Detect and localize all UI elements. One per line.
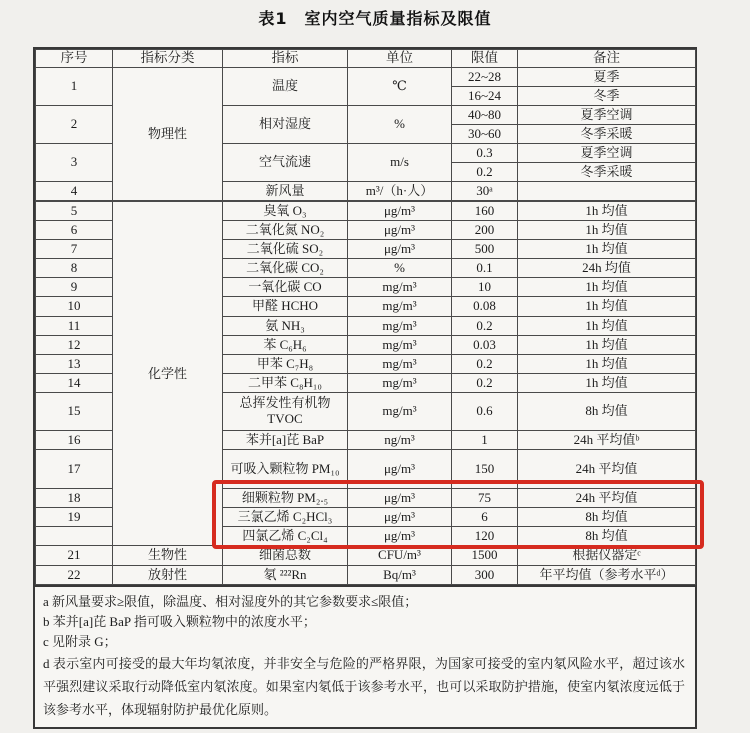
cell-note: 8h 均值: [518, 392, 696, 430]
cell-unit: mg/m³: [348, 335, 452, 354]
cell-category-radioactive: 放射性: [113, 565, 223, 584]
cell-unit: μg/m³: [348, 449, 452, 488]
cell-no: 10: [36, 296, 113, 316]
cell-note: 1h 均值: [518, 220, 696, 239]
cell-indicator: 一氧化碳 CO: [223, 277, 348, 296]
cell-no: 5: [36, 201, 113, 220]
cell-note: 1h 均值: [518, 201, 696, 220]
cell-note: 1h 均值: [518, 354, 696, 373]
header-unit: 单位: [348, 50, 452, 68]
cell-no: 3: [36, 143, 113, 181]
cell-note: 1h 均值: [518, 296, 696, 316]
cell-limit: 0.2: [452, 316, 518, 335]
header-limit: 限值: [452, 50, 518, 68]
cell-limit: 120: [452, 526, 518, 545]
cell-indicator: 二氧化硫 SO₂: [223, 239, 348, 258]
cell-note: 1h 均值: [518, 373, 696, 392]
header-no: 序号: [36, 50, 113, 68]
cell-category-physical: 物理性: [113, 67, 223, 201]
cell-note: 24h 平均值ᵇ: [518, 430, 696, 449]
cell-limit: 0.03: [452, 335, 518, 354]
document-frame: [33, 47, 697, 729]
cell-limit: 0.2: [452, 354, 518, 373]
cell-indicator: 细颗粒物 PM₂.₅: [223, 488, 348, 507]
cell-note: 夏季空调: [518, 105, 696, 124]
cell-note: 24h 平均值: [518, 488, 696, 507]
cell-unit: μg/m³: [348, 488, 452, 507]
cell-no: 13: [36, 354, 113, 373]
cell-unit: m³/（h·人）: [348, 181, 452, 201]
cell-unit: ℃: [348, 67, 452, 105]
footnotes: [35, 585, 695, 727]
cell-note: 夏季空调: [518, 143, 696, 162]
cell-unit: μg/m³: [348, 220, 452, 239]
cell-no: [36, 526, 113, 545]
table-row: [36, 67, 696, 86]
cell-limit: 40~80: [452, 105, 518, 124]
footnote-b: b 苯并[a]芘 BaP 指可吸入颗粒物中的浓度水平；: [43, 613, 316, 629]
cell-no: 19: [36, 507, 113, 526]
cell-note: [518, 181, 696, 201]
cell-limit: 160: [452, 201, 518, 220]
cell-limit: 150: [452, 449, 518, 488]
cell-note: 8h 均值: [518, 507, 696, 526]
cell-indicator: 二甲苯 C₈H₁₀: [223, 373, 348, 392]
cell-limit: 16~24: [452, 86, 518, 105]
cell-limit: 10: [452, 277, 518, 296]
cell-no: 1: [36, 67, 113, 105]
cell-note: 冬季采暖: [518, 162, 696, 181]
cell-no: 11: [36, 316, 113, 335]
cell-indicator: 空气流速: [223, 143, 348, 181]
cell-no: 4: [36, 181, 113, 201]
air-quality-table: [35, 49, 696, 585]
cell-unit: ng/m³: [348, 430, 452, 449]
cell-limit: 0.3: [452, 143, 518, 162]
cell-limit: 75: [452, 488, 518, 507]
cell-no: 21: [36, 545, 113, 565]
cell-indicator: 总挥发性有机物 TVOC: [223, 392, 348, 430]
cell-limit: 1500: [452, 545, 518, 565]
cell-indicator: 温度: [223, 67, 348, 105]
cell-note: 8h 均值: [518, 526, 696, 545]
cell-note: 24h 均值: [518, 258, 696, 277]
cell-indicator: 氨 NH₃: [223, 316, 348, 335]
cell-unit: mg/m³: [348, 354, 452, 373]
cell-unit: mg/m³: [348, 373, 452, 392]
table-row: [36, 565, 696, 584]
cell-note: 年平均值（参考水平ᵈ）: [518, 565, 696, 584]
cell-unit: m/s: [348, 143, 452, 181]
cell-limit: 300: [452, 565, 518, 584]
cell-limit: 6: [452, 507, 518, 526]
cell-indicator: 苯并[a]芘 BaP: [223, 430, 348, 449]
cell-indicator: 氡 ²²²Rn: [223, 565, 348, 584]
cell-limit: 0.2: [452, 373, 518, 392]
cell-no: 15: [36, 392, 113, 430]
cell-unit: %: [348, 105, 452, 143]
cell-note: 1h 均值: [518, 239, 696, 258]
cell-indicator: 甲苯 C₇H₈: [223, 354, 348, 373]
cell-limit: 0.2: [452, 162, 518, 181]
cell-limit: 30~60: [452, 124, 518, 143]
cell-note: 24h 平均值: [518, 449, 696, 488]
cell-indicator: 可吸入颗粒物 PM₁₀: [223, 449, 348, 488]
header-indicator: 指标: [223, 50, 348, 68]
cell-unit: mg/m³: [348, 316, 452, 335]
cell-limit: 30ᵃ: [452, 181, 518, 201]
cell-note: 1h 均值: [518, 335, 696, 354]
cell-indicator: 二氧化氮 NO₂: [223, 220, 348, 239]
cell-note: 冬季采暖: [518, 124, 696, 143]
cell-indicator: 新风量: [223, 181, 348, 201]
cell-limit: 22~28: [452, 67, 518, 86]
cell-limit: 1: [452, 430, 518, 449]
table-row: [36, 545, 696, 565]
page-title: 表1 室内空气质量指标及限值: [258, 9, 492, 28]
cell-category-biological: 生物性: [113, 545, 223, 565]
cell-no: 17: [36, 449, 113, 488]
table-header-row: [36, 50, 696, 68]
table-row: [36, 201, 696, 220]
footnote-c: c 见附录 G；: [43, 633, 117, 649]
cell-indicator: 苯 C₆H₆: [223, 335, 348, 354]
header-note: 备注: [518, 50, 696, 68]
cell-unit: mg/m³: [348, 277, 452, 296]
cell-no: 12: [36, 335, 113, 354]
cell-unit: mg/m³: [348, 392, 452, 430]
cell-no: 7: [36, 239, 113, 258]
cell-indicator: 细菌总数: [223, 545, 348, 565]
cell-no: 9: [36, 277, 113, 296]
cell-note: 根据仪器定ᶜ: [518, 545, 696, 565]
cell-indicator: 三氯乙烯 C₂HCl₃: [223, 507, 348, 526]
cell-no: 22: [36, 565, 113, 584]
cell-category-chemical: 化学性: [113, 201, 223, 545]
cell-indicator: 相对湿度: [223, 105, 348, 143]
cell-indicator: 二氧化碳 CO₂: [223, 258, 348, 277]
footnote-d: d 表示室内可接受的最大年均氡浓度，并非安全与危险的严格界限，为国家可接受的室内氡风险水平，超过该水平强烈建议采取行动降低室内氡浓度。如果室内氡低于该参考水平，也可以采取防护措施，使室内氡浓度远低于该参考水平，体现辐射防护最优化原则。: [43, 655, 685, 717]
cell-no: 6: [36, 220, 113, 239]
footnote-a: a 新风量要求≥限值，除温度、相对湿度外的其它参数要求≤限值；: [43, 593, 418, 609]
cell-limit: 0.08: [452, 296, 518, 316]
cell-note: 1h 均值: [518, 316, 696, 335]
cell-unit: μg/m³: [348, 526, 452, 545]
cell-limit: 500: [452, 239, 518, 258]
cell-no: 16: [36, 430, 113, 449]
cell-unit: %: [348, 258, 452, 277]
cell-note: 夏季: [518, 67, 696, 86]
cell-unit: mg/m³: [348, 296, 452, 316]
cell-indicator: 甲醛 HCHO: [223, 296, 348, 316]
cell-no: 18: [36, 488, 113, 507]
cell-limit: 200: [452, 220, 518, 239]
cell-unit: μg/m³: [348, 239, 452, 258]
cell-note: 1h 均值: [518, 277, 696, 296]
cell-limit: 0.6: [452, 392, 518, 430]
header-category: 指标分类: [113, 50, 223, 68]
cell-indicator: 臭氧 O₃: [223, 201, 348, 220]
cell-no: 2: [36, 105, 113, 143]
cell-unit: Bq/m³: [348, 565, 452, 584]
cell-unit: μg/m³: [348, 507, 452, 526]
cell-unit: μg/m³: [348, 201, 452, 220]
cell-note: 冬季: [518, 86, 696, 105]
cell-unit: CFU/m³: [348, 545, 452, 565]
cell-indicator: 四氯乙烯 C₂Cl₄: [223, 526, 348, 545]
cell-limit: 0.1: [452, 258, 518, 277]
cell-no: 8: [36, 258, 113, 277]
cell-no: 14: [36, 373, 113, 392]
